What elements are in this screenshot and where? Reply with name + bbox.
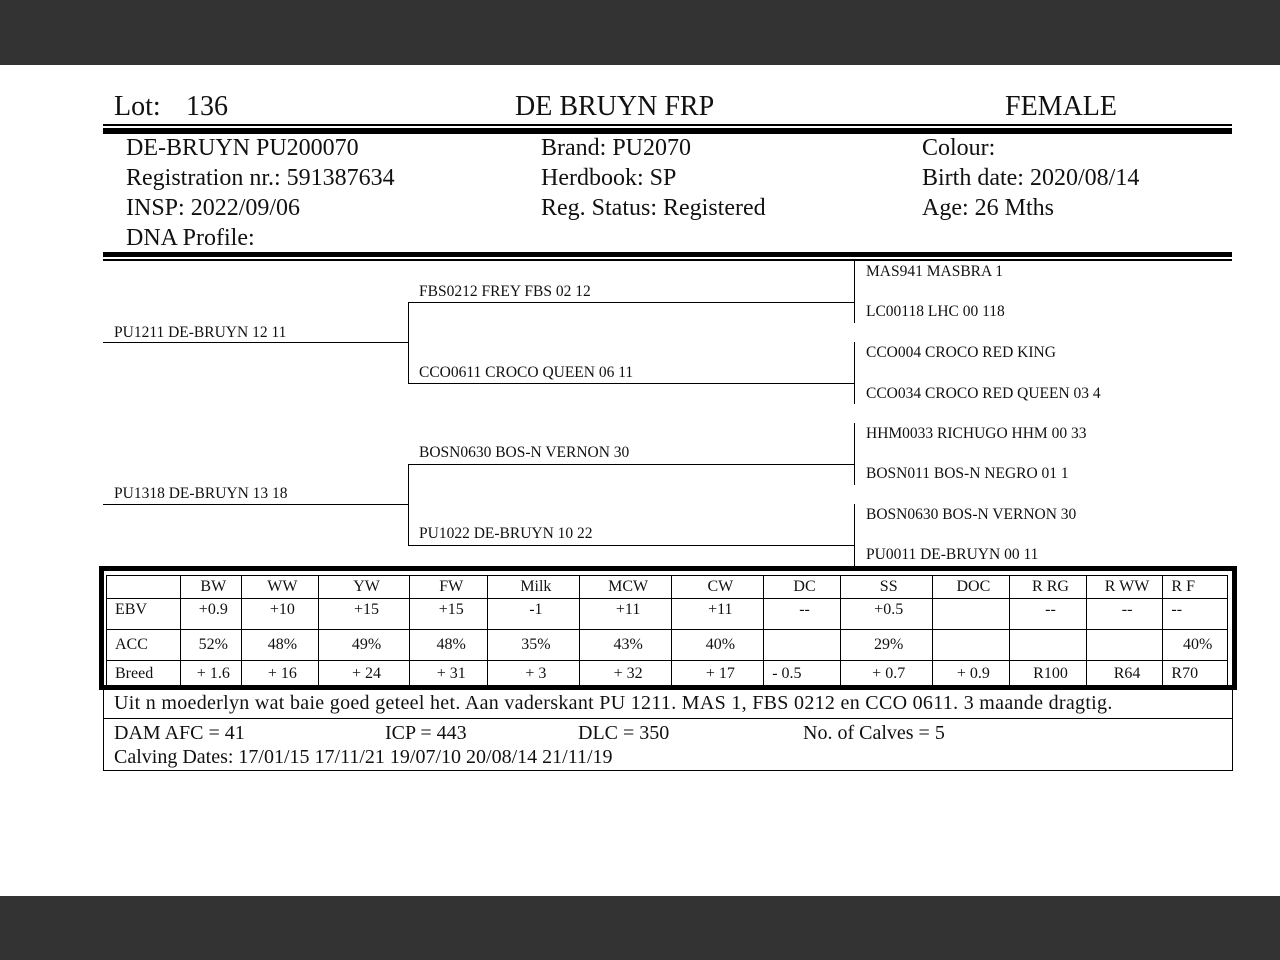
ebv-cell: + 32	[579, 661, 672, 688]
lot-number: 136	[186, 91, 228, 122]
ebv-cell: --	[1010, 599, 1087, 630]
ebv-cell: 48%	[242, 630, 319, 661]
ggp-bracket-2	[854, 342, 855, 404]
ebv-cell: +15	[410, 599, 488, 630]
ggp-4: CCO034 CROCO RED QUEEN 03 4	[866, 385, 1101, 402]
age: Age: 26 Mths	[922, 195, 1054, 221]
ebv-cell: +10	[242, 599, 319, 630]
ebv-table	[106, 575, 1228, 688]
ebv-cell: 49%	[318, 630, 410, 661]
brand: Brand: PU2070	[541, 135, 691, 161]
ebv-header-cell: R F	[1163, 576, 1228, 599]
ebv-cell: 40%	[1163, 630, 1228, 661]
dam-dam-line	[408, 545, 855, 546]
ggp-6: BOSN011 BOS-N NEGRO 01 1	[866, 465, 1069, 482]
insp-date: INSP: 2022/09/06	[126, 195, 301, 221]
sire-sire: FBS0212 FREY FBS 02 12	[419, 283, 591, 300]
ebv-cell: + 17	[672, 661, 764, 688]
ebv-header-cell: Milk	[488, 576, 580, 599]
ebv-cell: +15	[318, 599, 410, 630]
ebv-cell: --	[1086, 599, 1163, 630]
ebv-cell: + 0.7	[840, 661, 932, 688]
colour: Colour:	[922, 135, 996, 161]
ebv-header-cell: FW	[410, 576, 488, 599]
ebv-header-cell: CW	[672, 576, 764, 599]
calving-dates: Calving Dates: 17/01/15 17/11/21 19/07/10 20/08/14 21/11/19	[114, 746, 613, 768]
sire-line	[103, 342, 409, 343]
ebv-header-cell: DC	[764, 576, 841, 599]
ebv-header-cell: R RG	[1010, 576, 1087, 599]
sire-dam-line	[408, 383, 855, 384]
ebv-header-cell: BW	[180, 576, 241, 599]
ebv-cell	[764, 630, 841, 661]
dna-profile: DNA Profile:	[126, 225, 255, 251]
ebv-cell: 40%	[672, 630, 764, 661]
header-rule-thick	[103, 128, 1232, 134]
ebv-cell: 35%	[488, 630, 580, 661]
ebv-cell	[1010, 630, 1087, 661]
animal-id: DE-BRUYN PU200070	[126, 135, 359, 161]
ebv-cell: + 0.9	[932, 661, 1010, 688]
sire-sire-line	[408, 302, 855, 303]
ebv-cell: R70	[1163, 661, 1228, 688]
ggp-bracket-1	[854, 261, 855, 323]
header-rule-thin	[103, 124, 1232, 126]
sire-dam: CCO0611 CROCO QUEEN 06 11	[419, 364, 634, 381]
ggp-8: PU0011 DE-BRUYN 00 11	[866, 546, 1039, 563]
herdbook: Herdbook: SP	[541, 165, 677, 191]
info-rule-thick	[103, 252, 1232, 257]
ebv-header-cell: YW	[318, 576, 410, 599]
ggp-5: HHM0033 RICHUGO HHM 00 33	[866, 425, 1087, 442]
dam-bracket	[408, 464, 409, 546]
animal-sex: FEMALE	[1005, 91, 1117, 122]
ebv-cell: 52%	[180, 630, 241, 661]
registration-number: Registration nr.: 591387634	[126, 165, 395, 191]
ebv-header-cell	[107, 576, 181, 599]
ggp-bracket-4	[854, 504, 855, 566]
ebv-header-cell: R WW	[1086, 576, 1163, 599]
bottom-bar	[0, 896, 1280, 960]
dam-line	[103, 504, 409, 505]
ebv-row	[107, 599, 1228, 630]
ggp-bracket-3	[854, 423, 855, 485]
ebv-cell: 48%	[410, 630, 488, 661]
birth-date: Birth date: 2020/08/14	[922, 165, 1140, 191]
comment-text: Uit n moederlyn wat baie goed geteel het. Aan vaderskant PU 1211. MAS 1, FBS 0212 en CCO 0611. 3 maande dragtig.	[114, 692, 1113, 714]
ebv-header-cell: MCW	[579, 576, 672, 599]
sire: PU1211 DE-BRUYN 12 11	[114, 324, 287, 341]
ebv-header-cell: SS	[840, 576, 932, 599]
dam-icp: ICP = 443	[385, 722, 467, 744]
dam-sire: BOSN0630 BOS-N VERNON 30	[419, 444, 630, 461]
ebv-cell	[932, 599, 1010, 630]
ebv-cell: +11	[672, 599, 764, 630]
ggp-3: CCO004 CROCO RED KING	[866, 344, 1056, 361]
ebv-header-cell: WW	[242, 576, 319, 599]
ebv-row-label: ACC	[107, 630, 181, 661]
top-bar	[0, 0, 1280, 65]
ebv-cell: -1	[488, 599, 580, 630]
ebv-row	[107, 661, 1228, 688]
dam-sire-line	[408, 464, 855, 465]
ebv-cell: + 31	[410, 661, 488, 688]
info-rule-thin	[103, 259, 1232, 261]
dam-dlc: DLC = 350	[578, 722, 670, 744]
dam-afc: DAM AFC = 41	[114, 722, 245, 744]
ebv-cell: + 1.6	[180, 661, 241, 688]
dam-calves: No. of Calves = 5	[803, 722, 945, 744]
ebv-cell: +11	[579, 599, 672, 630]
ebv-cell: 43%	[579, 630, 672, 661]
ebv-cell: 29%	[840, 630, 932, 661]
dam: PU1318 DE-BRUYN 13 18	[114, 485, 288, 502]
ebv-cell: --	[764, 599, 841, 630]
ebv-header-row	[107, 576, 1228, 599]
ebv-cell: - 0.5	[764, 661, 841, 688]
dam-dam: PU1022 DE-BRUYN 10 22	[419, 525, 593, 542]
ggp-2: LC00118 LHC 00 118	[866, 303, 1005, 320]
ebv-row-label: Breed	[107, 661, 181, 688]
lot-label: Lot:	[114, 91, 161, 122]
ebv-header-cell: DOC	[932, 576, 1010, 599]
ebv-cell: R100	[1010, 661, 1087, 688]
ebv-cell	[1086, 630, 1163, 661]
ebv-cell	[932, 630, 1010, 661]
ebv-cell: +0.9	[180, 599, 241, 630]
sire-bracket	[408, 302, 409, 384]
ebv-cell: + 3	[488, 661, 580, 688]
ebv-row-label: EBV	[107, 599, 181, 630]
animal-name: DE BRUYN FRP	[515, 91, 715, 122]
ebv-cell: + 16	[242, 661, 319, 688]
ebv-cell: --	[1163, 599, 1228, 630]
ebv-cell: + 24	[318, 661, 410, 688]
reg-status: Reg. Status: Registered	[541, 195, 766, 221]
ggp-7: BOSN0630 BOS-N VERNON 30	[866, 506, 1077, 523]
ebv-cell: +0.5	[840, 599, 932, 630]
ggp-1: MAS941 MASBRA 1	[866, 263, 1003, 280]
ebv-row	[107, 630, 1228, 661]
ebv-cell: R64	[1086, 661, 1163, 688]
